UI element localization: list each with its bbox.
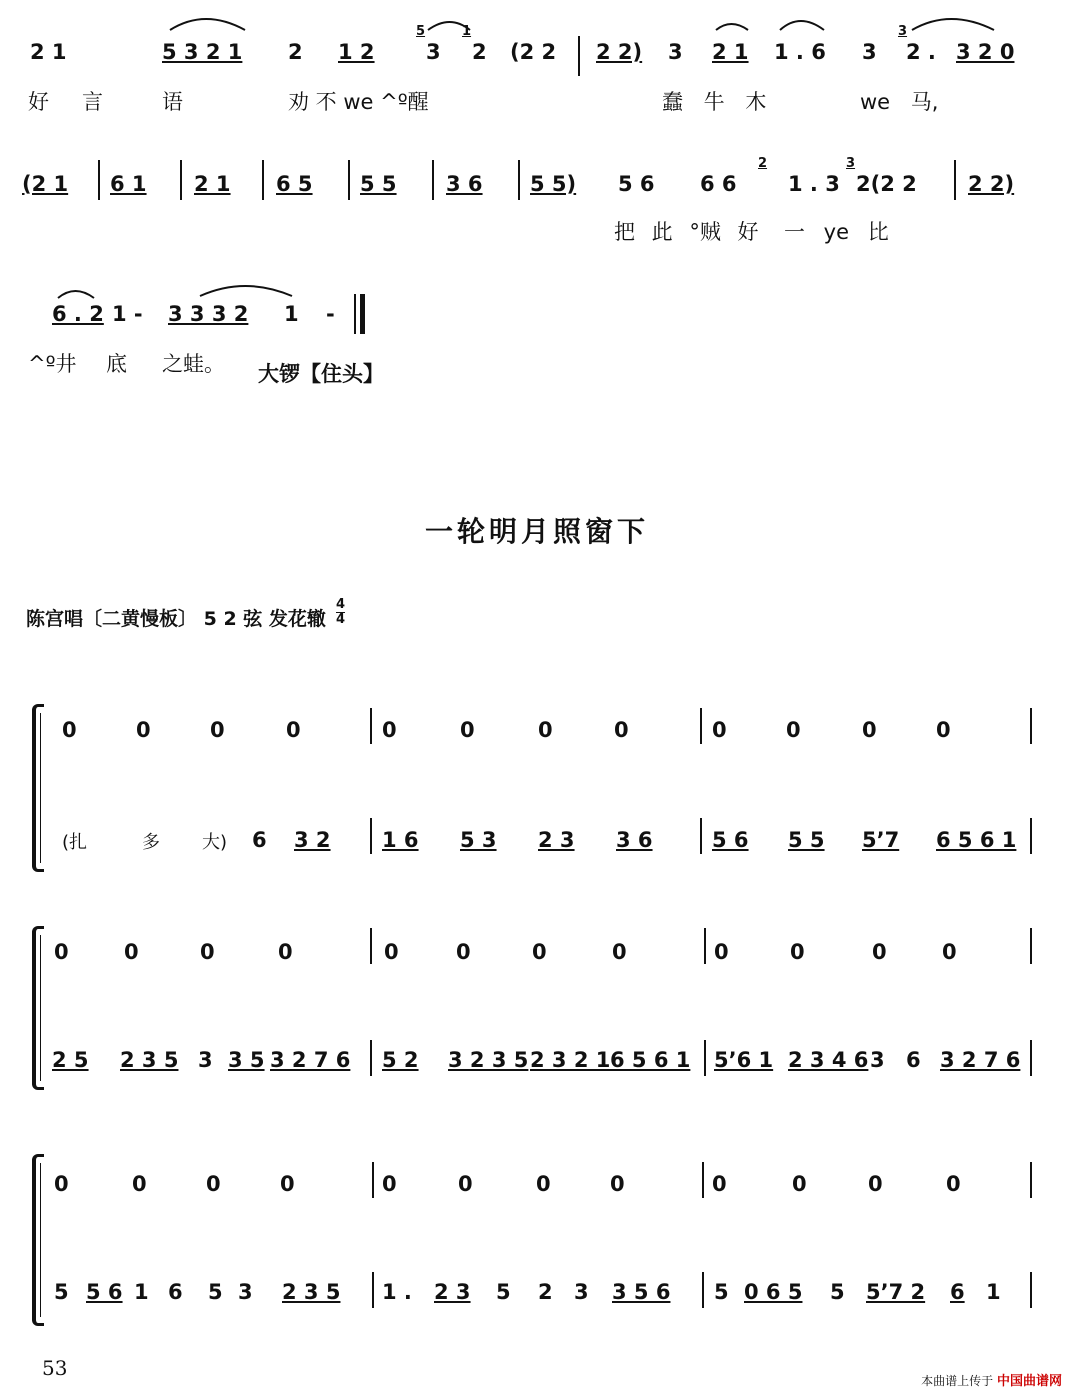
lyric: 蠢 牛 木 <box>662 90 767 114</box>
barline <box>954 160 956 200</box>
note-group: 5 3 2 1 <box>162 40 243 64</box>
note-group: 2 3 <box>538 828 575 852</box>
note-group: 5’6 1 <box>714 1048 774 1072</box>
barline <box>1030 1162 1032 1198</box>
note-group: 5 <box>54 1280 69 1304</box>
rest-note: 0 <box>458 1172 473 1196</box>
note-group: 2 <box>538 1280 553 1304</box>
note-group: 6 . 2 <box>52 302 104 326</box>
grace-note: 3 <box>846 156 856 171</box>
rest-note: 0 <box>862 718 877 742</box>
barline <box>98 160 100 200</box>
note-group: 3 <box>870 1048 885 1072</box>
note-group: 2 . <box>906 40 936 64</box>
note-group: 1 . 6 <box>774 40 826 64</box>
barline <box>700 708 702 744</box>
note-group: 3 <box>862 40 877 64</box>
note-group: - <box>326 302 335 326</box>
note-group: 6 <box>168 1280 183 1304</box>
rest-note: 0 <box>786 718 801 742</box>
rest-note: 0 <box>54 1172 69 1196</box>
barline <box>1030 708 1032 744</box>
note-group: 5 5 <box>360 172 397 196</box>
note-group: 2 <box>472 40 487 64</box>
rest-note: 0 <box>610 1172 625 1196</box>
note-group: 6 <box>906 1048 921 1072</box>
note-group: 1 - <box>112 302 143 326</box>
rest-note: 0 <box>200 940 215 964</box>
lyric: 劝 不 we ^º醒 <box>288 90 429 114</box>
note-group: 5 6 <box>712 828 749 852</box>
rest-note: 0 <box>136 718 151 742</box>
note-group: 5 2 <box>382 1048 419 1072</box>
note-group: 2 5 <box>52 1048 89 1072</box>
lyric: ^º井 <box>28 352 77 376</box>
rest-note: 0 <box>384 940 399 964</box>
note-group: 2 2) <box>596 40 643 64</box>
note-group: 1 2 <box>338 40 375 64</box>
note-group: 1 <box>134 1280 149 1304</box>
note-group: 0 6 5 <box>744 1280 803 1304</box>
rest-note: 0 <box>124 940 139 964</box>
grace-note: 1 <box>462 24 472 39</box>
note-group: 6 5 6 1 <box>936 828 1017 852</box>
rest-note: 0 <box>872 940 887 964</box>
note-group: 2 1 <box>30 40 67 64</box>
note-group: 3 <box>574 1280 589 1304</box>
note-group: (2 2 <box>510 40 557 64</box>
note-group: 1 . 3 <box>788 172 840 196</box>
barline <box>354 294 356 334</box>
note-group: 3 5 <box>228 1048 265 1072</box>
system-bracket <box>32 704 44 872</box>
barline <box>180 160 182 200</box>
note-group: 6 <box>252 828 267 852</box>
note-group: 6 5 <box>276 172 313 196</box>
lyric: 把 此 °贼 好 <box>614 220 759 244</box>
lyric: 一 ye 比 <box>784 220 889 244</box>
note-group: 5’7 <box>862 828 900 852</box>
rest-note: 0 <box>286 718 301 742</box>
rest-note: 0 <box>614 718 629 742</box>
system-bracket <box>32 926 44 1090</box>
barline <box>518 160 520 200</box>
rest-note: 0 <box>712 718 727 742</box>
note-group: 5 3 <box>460 828 497 852</box>
page-number: 53 <box>42 1356 68 1380</box>
rest-note: 0 <box>206 1172 221 1196</box>
rest-note: 0 <box>712 1172 727 1196</box>
system-bracket <box>32 1154 44 1326</box>
barline <box>348 160 350 200</box>
note-group: 3 <box>238 1280 253 1304</box>
barline <box>262 160 264 200</box>
note-group: 2 3 4 6 <box>788 1048 869 1072</box>
note-group: 3 2 <box>294 828 331 852</box>
rest-note: 0 <box>532 940 547 964</box>
barline <box>1030 1272 1032 1308</box>
rest-note: 0 <box>382 718 397 742</box>
rest-note: 0 <box>942 940 957 964</box>
rest-note: 0 <box>278 940 293 964</box>
note-group: (2 1 <box>22 172 69 196</box>
note-group: 6 6 <box>700 172 737 196</box>
note-group: 3 <box>426 40 441 64</box>
rest-note: 0 <box>790 940 805 964</box>
rest-note: 0 <box>280 1172 295 1196</box>
lyric: 好 <box>28 90 49 114</box>
note-group: 6 1 <box>110 172 147 196</box>
note-group: 3 2 0 <box>956 40 1015 64</box>
note-group: 3 5 6 <box>612 1280 671 1304</box>
song-title: 一轮明月照窗下 <box>424 515 649 548</box>
rest-note: 0 <box>792 1172 807 1196</box>
rest-note: 0 <box>62 718 77 742</box>
barline <box>372 1272 374 1308</box>
note-group: 3 2 3 5 <box>448 1048 529 1072</box>
note-group: 2(2 2 <box>856 172 917 196</box>
barline <box>372 1162 374 1198</box>
lyric: 底 <box>106 352 127 376</box>
note-group: 6 5 6 1 <box>610 1048 691 1072</box>
note-group: 3 2 7 6 <box>940 1048 1021 1072</box>
note-group: 5 <box>830 1280 845 1304</box>
barline <box>1030 818 1032 854</box>
note-group: 2 3 2 1 <box>530 1048 611 1072</box>
song-info: 陈宫唱〔二黄慢板〕 5 2 弦 发花辙 <box>26 608 326 630</box>
note-group: 1 6 <box>382 828 419 852</box>
barline <box>432 160 434 200</box>
note-group: 3 3 3 2 <box>168 302 249 326</box>
rest-note: 0 <box>612 940 627 964</box>
lyric: 语 <box>162 90 183 114</box>
rest-note: 0 <box>536 1172 551 1196</box>
lyric: 大) <box>202 832 228 853</box>
barline <box>700 818 702 854</box>
note-group: 1 <box>986 1280 1001 1304</box>
rest-note: 0 <box>382 1172 397 1196</box>
barline <box>370 818 372 854</box>
barline <box>1030 1040 1032 1076</box>
barline <box>702 1162 704 1198</box>
note-group: 1 . <box>382 1280 412 1304</box>
note-group: 5 6 <box>86 1280 123 1304</box>
barline <box>702 1272 704 1308</box>
percussion-cue: 大锣【住头】 <box>258 362 384 386</box>
note-group: 2 3 5 <box>120 1048 179 1072</box>
rest-note: 0 <box>936 718 951 742</box>
time-signature: 4 4 <box>336 597 346 627</box>
lyric: 言 <box>82 90 103 114</box>
note-group: 5’7 2 <box>866 1280 926 1304</box>
note-group: 2 2) <box>968 172 1015 196</box>
barline <box>370 1040 372 1076</box>
note-group: 6 <box>950 1280 965 1304</box>
rest-note: 0 <box>868 1172 883 1196</box>
note-group: 3 2 7 6 <box>270 1048 351 1072</box>
rest-note: 0 <box>456 940 471 964</box>
note-group: 3 <box>668 40 683 64</box>
note-group: 5 <box>208 1280 223 1304</box>
note-group: 5 5 <box>788 828 825 852</box>
barline <box>578 36 580 76</box>
note-group: 3 6 <box>446 172 483 196</box>
note-group: 2 3 <box>434 1280 471 1304</box>
slur-marks <box>0 0 1074 40</box>
note-group: 5 <box>496 1280 511 1304</box>
rest-note: 0 <box>460 718 475 742</box>
footer-credit <box>921 1370 1062 1389</box>
lyric: (扎 <box>62 832 88 853</box>
note-group: 1 <box>284 302 299 326</box>
barline <box>704 1040 706 1076</box>
final-barline <box>360 294 365 334</box>
barline <box>370 928 372 964</box>
rest-note: 0 <box>946 1172 961 1196</box>
note-group: 5 <box>714 1280 729 1304</box>
barline <box>1030 928 1032 964</box>
note-group: 5 6 <box>618 172 655 196</box>
note-group: 2 3 5 <box>282 1280 341 1304</box>
slur-marks <box>0 270 400 300</box>
note-group: 2 1 <box>712 40 749 64</box>
footer-prefix: 本曲谱上传于 <box>921 1374 994 1388</box>
note-group: 5 5) <box>530 172 577 196</box>
note-group: 2 1 <box>194 172 231 196</box>
note-group: 3 6 <box>616 828 653 852</box>
lyric: 多 <box>142 832 160 853</box>
grace-note: 3 <box>898 24 908 39</box>
grace-note: 5 <box>416 24 426 39</box>
rest-note: 0 <box>538 718 553 742</box>
note-group: 3 <box>198 1048 213 1072</box>
note-group: 2 <box>288 40 303 64</box>
rest-note: 0 <box>132 1172 147 1196</box>
barline <box>704 928 706 964</box>
rest-note: 0 <box>714 940 729 964</box>
footer-site: 中国曲谱网 <box>996 1374 1062 1389</box>
barline <box>370 708 372 744</box>
lyric: we 马, <box>860 90 939 114</box>
rest-note: 0 <box>210 718 225 742</box>
grace-note: 2 <box>758 156 768 171</box>
lyric: 之蛙。 <box>162 352 225 376</box>
rest-note: 0 <box>54 940 69 964</box>
